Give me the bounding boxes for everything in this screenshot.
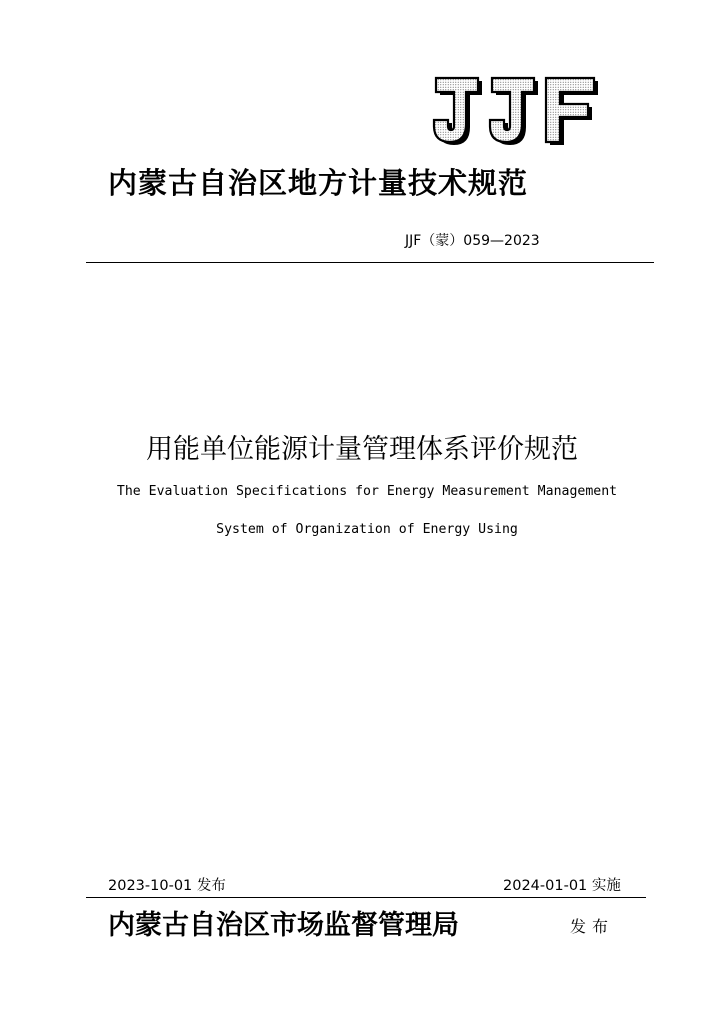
implementation-date: 2024-01-01 实施 [503, 878, 621, 894]
issuing-authority: 内蒙古自治区市场监督管理局 [108, 910, 459, 941]
footer-divider [86, 897, 646, 898]
issue-action-label: 发布 [570, 917, 615, 936]
document-number: JJF（蒙）059—2023 [405, 233, 540, 249]
issue-date: 2023-10-01 发布 [108, 878, 226, 894]
header-divider [86, 262, 654, 263]
series-title: 内蒙古自治区地方计量技术规范 [108, 166, 529, 200]
document-title-chinese: 用能单位能源计量管理体系评价规范 [146, 434, 578, 465]
jjf-logo [432, 76, 602, 148]
document-title-english-line-2: System of Organization of Energy Using [216, 522, 518, 537]
document-title-english-line-1: The Evaluation Specifications for Energy Measurement Management [116, 484, 618, 499]
